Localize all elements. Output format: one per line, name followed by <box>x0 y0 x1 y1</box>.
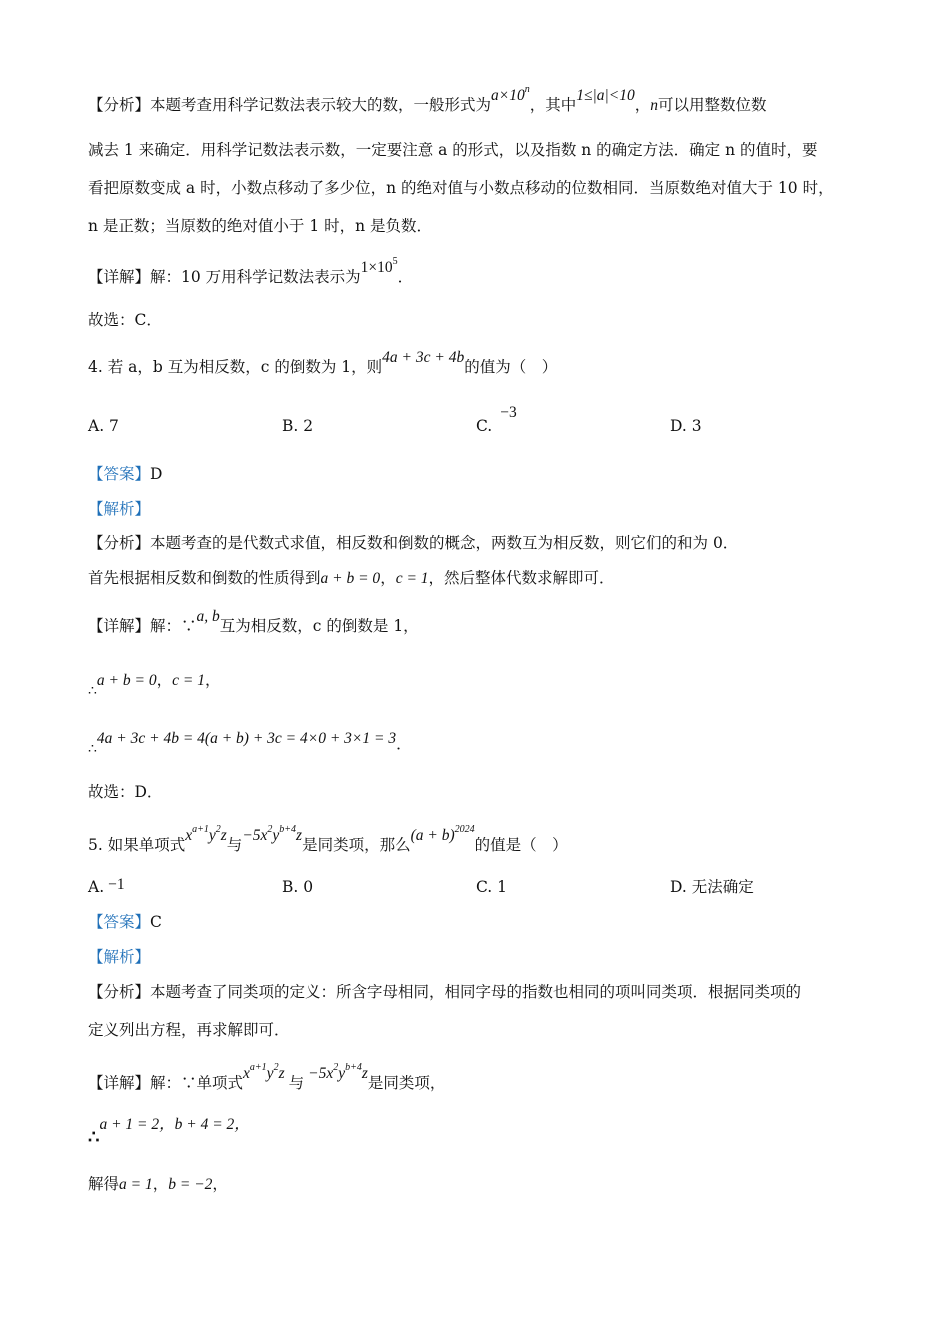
q4-choose: 故选：D． <box>88 783 163 801</box>
q4-option-d: D. 3 <box>670 417 702 435</box>
q4-analysis-2: 首先根据相反数和倒数的性质得到a + b = 0，c = 1，然后整体代数求解即可． <box>88 569 615 587</box>
formula-power: $(a + b)^{2024}$ <box>410 824 475 844</box>
formula-1x10-5: $1\times 10^5$ <box>360 256 398 276</box>
q3-analysis-line-3: 看把原数变成 a 时，小数点移动了多少位，n 的绝对值与小数点移动的位数相同．当原数绝对值大于 10 时， <box>88 179 834 197</box>
q5-step-1: ∴a + 1 = 2，b + 4 = 2， <box>88 1116 250 1148</box>
q4-step-1: ∴a + b = 0，c = 1， <box>88 671 221 699</box>
q5-step-2: 解得a = 1，b = −2， <box>88 1175 228 1193</box>
q4-step-2: ∴4a + 3c + 4b = 4(a + b) + 3c = 4×0 + 3×1 = 3． <box>88 730 412 757</box>
q4-detail: 【详解】解：∵a, b互为相反数，c 的倒数是 1， <box>88 608 419 635</box>
detail-label: 【详解】 <box>88 268 151 286</box>
q4-stem: 4. 若 a，b 互为相反数，c 的倒数为 1，则4a + 3c + 4b的值为（ ） <box>88 349 558 376</box>
q3-analysis-line-2: 减去 1 来确定．用科学记数法表示数，一定要注意 a 的形式，以及指数 n 的确定方法．确定 n 的值时，要 <box>88 141 818 159</box>
formula-4a3c4b: 4a + 3c + 4b <box>382 349 465 366</box>
q5-option-c: C. 1 <box>476 878 508 896</box>
q3-analysis-line-1: 【分析】本题考查用科学记数法表示较大的数，一般形式为$a\times 10^n$，其中1≤|a|<10，n可以用整数位数 <box>88 84 767 114</box>
q3-detail: 【详解】解：10 万用科学记数法表示为$1\times 10^5$． <box>88 256 414 286</box>
q3-choose: 故选：C． <box>88 311 162 329</box>
q5-option-a: A. −1 <box>88 876 125 896</box>
q4-jiexi-label: 【解析】 <box>88 500 151 518</box>
q4-answer: 【答案】D <box>88 465 163 483</box>
q4-option-c: C.−3 <box>476 404 517 435</box>
formula-a-times-10n: $a\times 10^n$ <box>491 84 530 104</box>
q5-detail: 【详解】解：∵单项式$x^{a+1}y^2z$与$-5x^2y^{b+4}z$是同类项， <box>88 1062 446 1092</box>
formula-range: 1≤|a|<10 <box>576 87 635 104</box>
q5-stem: 5. 如果单项式$x^{a+1}y^2z$与$-5x^2y^{b+4}z$是同类项，那么$(a + b)^{2024}$的值是（ ） <box>88 824 568 854</box>
analysis-label: 【分析】 <box>88 96 151 114</box>
q4-option-a: A. 7 <box>88 417 119 435</box>
q4-option-b: B. 2 <box>282 417 314 435</box>
monomial-2: $-5x^2y^{b+4}z$ <box>242 824 303 844</box>
q4-analysis-1: 【分析】本题考查的是代数式求值，相反数和倒数的概念，两数互为相反数，则它们的和为 0． <box>88 534 739 552</box>
formula-result: 4a + 3c + 4b = 4(a + b) + 3c = 4×0 + 3×1 = 3 <box>96 730 397 747</box>
q5-analysis-2: 定义列出方程，再求解即可． <box>88 1021 290 1039</box>
q5-option-b: B. 0 <box>282 878 314 896</box>
q3-analysis-line-4: n 是正数；当原数的绝对值小于 1 时，n 是负数． <box>88 217 433 235</box>
q5-option-d: D. 无法确定 <box>670 878 754 896</box>
q5-answer: 【答案】C <box>88 913 162 931</box>
monomial-1: $x^{a+1}y^2z$ <box>185 824 227 844</box>
answer-label: 【答案】 <box>88 465 151 483</box>
q5-analysis-1: 【分析】本题考查了同类项的定义：所含字母相同，相同字母的指数也相同的项叫同类项．根据同类项的 <box>88 983 802 1001</box>
q5-jiexi-label: 【解析】 <box>88 948 151 966</box>
answer-label: 【答案】 <box>88 913 151 931</box>
